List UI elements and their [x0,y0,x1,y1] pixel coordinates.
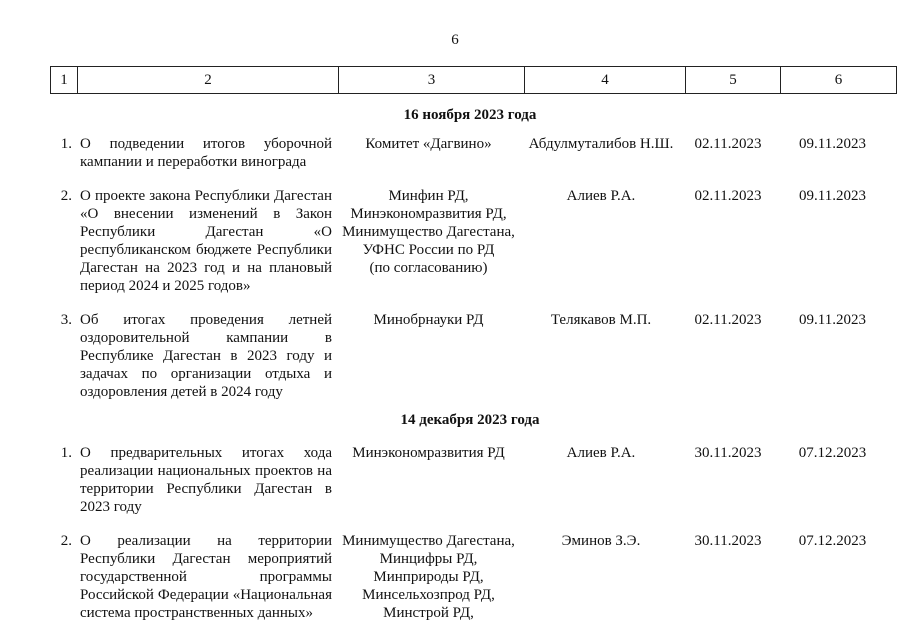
agenda-item-line: Дагестан на 2023 год и на плановый [80,260,332,276]
responsible-body: Минэкономразвития РД [352,445,505,461]
agenda-item-line: кампании и переработки винограда [80,154,307,170]
responsible-body: (по согласованию) [369,260,488,276]
header-col-1: 1 [51,67,78,94]
row-number: 1. [60,136,72,152]
deadline-date: 09.11.2023 [799,136,866,152]
responsible-bodies [336,532,521,622]
responsible-body: Минцифры РД, [379,551,478,567]
responsible-person: Абдулмуталибов Н.Ш. [528,136,674,152]
submission-date: 02.11.2023 [694,188,762,204]
table-row [50,311,890,401]
agenda-item-line: О предварительных итогах хода [80,445,332,461]
section-date-title: 14 декабря 2023 года [400,412,540,428]
responsible-body: Минимущество Дагестана, [342,533,515,549]
agenda-item-line: Республике Дагестан в 2023 году и [80,348,332,364]
header-col-2: 2 [78,67,339,94]
agenda-item-line: Об итогах проведения летней [80,312,332,328]
agenda-item-line: О проекте закона Республики Дагестан [80,188,332,204]
responsible-body: Минсельхозпрод РД, [362,587,495,603]
agenda-item-line: государственной программы [80,569,332,585]
deadline-date: 09.11.2023 [799,188,866,204]
responsible-body: Минэкономразвития РД, [350,206,507,222]
responsible-body: Минприроды РД, [373,569,484,585]
responsible-body: Минимущество Дагестана, [342,224,515,240]
responsible-bodies [336,311,521,401]
responsible-body: Минфин РД, [388,188,469,204]
responsible-person: Алиев Р.А. [566,188,636,204]
agenda-item-title [76,532,336,622]
agenda-item-line: период 2024 и 2025 годов» [80,278,251,294]
header-col-4: 4 [525,67,686,94]
responsible-body: Минстрой РД, [383,605,474,621]
responsible-bodies [336,135,521,171]
responsible-bodies [336,187,521,295]
submission-date: 02.11.2023 [694,312,762,328]
responsible-body: УФНС России по РД [362,242,495,258]
header-col-3: 3 [339,67,525,94]
agenda-item-line: «О внесении изменений в Закон [80,206,332,222]
table-row [50,532,890,622]
deadline-date: 09.11.2023 [799,312,866,328]
agenda-item-line: система пространственных данных» [80,605,314,621]
agenda-item-line: задачах по организации отдыха и [80,366,332,382]
responsible-person: Алиев Р.А. [566,445,636,461]
responsible-bodies [336,444,521,516]
agenda-item-line: О реализации на территории [80,533,332,549]
agenda-item-title [76,187,336,295]
responsible-person: Телякавов М.П. [550,312,652,328]
row-number: 3. [60,312,72,328]
agenda-item-line: республиканском бюджете Республики [80,242,332,258]
responsible-body: Комитет «Дагвино» [365,136,492,152]
agenda-item-line: Российской Федерации «Национальная [80,587,332,603]
agenda-item-line: Республики Дагестан мероприятий [80,551,332,567]
agenda-item-title [76,135,336,171]
deadline-date: 07.12.2023 [798,533,867,549]
submission-date: 30.11.2023 [694,533,762,549]
deadline-date: 07.12.2023 [798,445,867,461]
schedule-table [50,66,890,622]
responsible-body: Минобрнауки РД [373,312,484,328]
page-number: 6 [451,32,459,48]
table-header [50,66,897,94]
header-col-6: 6 [781,67,897,94]
table-body [50,106,890,622]
row-number: 2. [60,533,72,549]
table-row [50,444,890,516]
responsible-person: Эминов З.Э. [561,533,641,549]
submission-date: 30.11.2023 [694,445,762,461]
agenda-item-title [76,444,336,516]
row-number: 2. [60,188,72,204]
header-col-5: 5 [686,67,781,94]
agenda-item-line: территории Республики Дагестан в [80,481,332,497]
agenda-item-line: оздоровления детей в 2024 году [80,384,283,400]
agenda-item-line: Республики Дагестан «О [80,224,332,240]
table-row [50,135,890,171]
agenda-item-line: О подведении итогов уборочной [80,136,332,152]
agenda-item-line: оздоровительной кампании в [80,330,332,346]
row-number: 1. [60,445,72,461]
agenda-item-line: 2023 году [80,499,142,515]
submission-date: 02.11.2023 [694,136,762,152]
agenda-item-line: реализации национальных проектов на [80,463,332,479]
agenda-item-title [76,311,336,401]
table-row [50,187,890,295]
section-date-title: 16 ноября 2023 года [403,107,537,123]
